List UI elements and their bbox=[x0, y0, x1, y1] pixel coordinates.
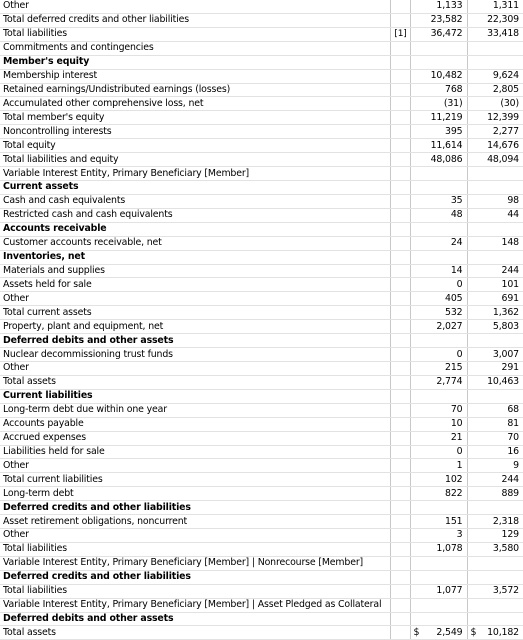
row-label: Total member's equity bbox=[0, 111, 390, 125]
footnote-ref bbox=[390, 180, 410, 194]
row-label: Liabilities held for sale bbox=[0, 445, 390, 459]
table-row bbox=[0, 278, 523, 292]
footnote-ref bbox=[390, 361, 410, 375]
cell-value: 395 bbox=[445, 125, 463, 137]
footnote-ref bbox=[390, 236, 410, 250]
row-label: Other bbox=[0, 459, 390, 473]
cell-value: 244 bbox=[501, 473, 519, 485]
value-period-1 bbox=[410, 487, 467, 501]
value-period-2 bbox=[467, 27, 523, 41]
table-row bbox=[0, 69, 523, 83]
table-row bbox=[0, 27, 523, 41]
value-period-2 bbox=[467, 208, 523, 222]
value-period-1 bbox=[410, 27, 467, 41]
value-period-1 bbox=[410, 598, 467, 612]
value-period-2 bbox=[467, 389, 523, 403]
row-label: Other bbox=[0, 529, 390, 543]
table-row bbox=[0, 529, 523, 543]
table-row bbox=[0, 375, 523, 389]
row-label: Total deferred credits and other liabilities bbox=[0, 13, 390, 27]
row-label: Cash and cash equivalents bbox=[0, 194, 390, 208]
footnote-ref bbox=[390, 306, 410, 320]
value-period-2 bbox=[467, 334, 523, 348]
value-period-2 bbox=[467, 431, 523, 445]
value-period-2 bbox=[467, 139, 523, 153]
footnote-ref bbox=[390, 626, 410, 640]
cell-value: 48,094 bbox=[487, 153, 519, 165]
section-header-row bbox=[0, 180, 523, 194]
cell-value: 70 bbox=[507, 432, 519, 444]
cell-value: 14 bbox=[450, 264, 463, 276]
cell-value: 2,549 bbox=[436, 626, 463, 638]
section-header-label: Deferred debits and other assets bbox=[0, 612, 390, 626]
table-row bbox=[0, 459, 523, 473]
table-row bbox=[0, 320, 523, 334]
value-period-2 bbox=[467, 222, 523, 236]
row-label: Total liabilities and equity bbox=[0, 153, 390, 167]
cell-value: 0 bbox=[456, 278, 463, 290]
value-period-2 bbox=[467, 375, 523, 389]
row-label: Variable Interest Entity, Primary Beneficiary [Member] bbox=[0, 167, 390, 181]
value-period-2 bbox=[467, 153, 523, 167]
row-label: Accounts payable bbox=[0, 417, 390, 431]
value-period-2 bbox=[467, 626, 523, 640]
cell-value: 23,582 bbox=[430, 14, 463, 26]
value-period-1 bbox=[410, 306, 467, 320]
cell-value: 1,362 bbox=[492, 306, 519, 318]
cell-value: 22,309 bbox=[487, 14, 519, 26]
footnote-ref bbox=[390, 208, 410, 222]
section-header-row bbox=[0, 334, 523, 348]
footnote-ref bbox=[390, 556, 410, 570]
value-period-2 bbox=[467, 529, 523, 543]
table-row bbox=[0, 292, 523, 306]
value-period-2 bbox=[467, 612, 523, 626]
value-period-2 bbox=[467, 445, 523, 459]
footnote-ref bbox=[390, 334, 410, 348]
section-header-label: Inventories, net bbox=[0, 250, 390, 264]
table-row bbox=[0, 431, 523, 445]
footnote-ref bbox=[390, 125, 410, 139]
currency-symbol: $ bbox=[470, 626, 477, 638]
row-label: Accrued expenses bbox=[0, 431, 390, 445]
footnote-ref bbox=[390, 598, 410, 612]
section-header-label: Member's equity bbox=[0, 55, 390, 69]
value-period-1 bbox=[410, 445, 467, 459]
cell-value: 70 bbox=[450, 404, 463, 416]
cell-value: 10 bbox=[450, 418, 463, 430]
value-period-2 bbox=[467, 13, 523, 27]
footnote-ref bbox=[390, 389, 410, 403]
value-period-1 bbox=[410, 626, 467, 640]
footnote-ref bbox=[390, 459, 410, 473]
value-period-1 bbox=[410, 97, 467, 111]
footnote-ref bbox=[390, 194, 410, 208]
value-period-2 bbox=[467, 320, 523, 334]
value-period-1 bbox=[410, 236, 467, 250]
value-period-2 bbox=[467, 97, 523, 111]
table-row bbox=[0, 542, 523, 556]
footnote-ref: [1] bbox=[390, 27, 410, 41]
section-header-label: Current liabilities bbox=[0, 389, 390, 403]
cell-value: 1,311 bbox=[492, 0, 519, 12]
table-row bbox=[0, 194, 523, 208]
footnote-ref bbox=[390, 153, 410, 167]
table-row bbox=[0, 556, 523, 570]
cell-value: 215 bbox=[445, 362, 463, 374]
value-period-1 bbox=[410, 125, 467, 139]
cell-value: (30) bbox=[500, 97, 519, 109]
footnote-ref bbox=[390, 584, 410, 598]
cell-value: 532 bbox=[445, 306, 463, 318]
table-row bbox=[0, 236, 523, 250]
cell-value: 9 bbox=[513, 459, 519, 471]
footnote-ref bbox=[390, 250, 410, 264]
row-label: Variable Interest Entity, Primary Beneficiary [Member] | Asset Pledged as Collateral bbox=[0, 598, 390, 612]
value-period-2 bbox=[467, 598, 523, 612]
value-period-1 bbox=[410, 459, 467, 473]
value-period-1 bbox=[410, 167, 467, 181]
value-period-1 bbox=[410, 55, 467, 69]
value-period-1 bbox=[410, 320, 467, 334]
table-row bbox=[0, 97, 523, 111]
cell-value: 291 bbox=[501, 362, 519, 374]
value-period-1 bbox=[410, 222, 467, 236]
row-label: Retained earnings/Undistributed earnings (losses) bbox=[0, 83, 390, 97]
value-period-1 bbox=[410, 375, 467, 389]
table-row bbox=[0, 348, 523, 362]
value-period-2 bbox=[467, 348, 523, 362]
section-header-label: Deferred debits and other assets bbox=[0, 334, 390, 348]
value-period-1 bbox=[410, 139, 467, 153]
section-header-label: Accounts receivable bbox=[0, 222, 390, 236]
cell-value: 36,472 bbox=[430, 28, 463, 40]
cell-value: 0 bbox=[456, 348, 463, 360]
cell-value: 2,774 bbox=[436, 376, 463, 388]
value-period-1 bbox=[410, 389, 467, 403]
cell-value: 21 bbox=[450, 432, 463, 444]
row-label: Long-term debt bbox=[0, 487, 390, 501]
row-label: Total liabilities bbox=[0, 27, 390, 41]
section-header-row bbox=[0, 55, 523, 69]
footnote-ref bbox=[390, 13, 410, 27]
table-row bbox=[0, 153, 523, 167]
value-period-1 bbox=[410, 515, 467, 529]
footnote-ref bbox=[390, 69, 410, 83]
value-period-2 bbox=[467, 459, 523, 473]
cell-value: 148 bbox=[501, 237, 519, 249]
cell-value: 3,572 bbox=[492, 585, 519, 597]
table-row bbox=[0, 515, 523, 529]
row-label: Membership interest bbox=[0, 69, 390, 83]
value-period-1 bbox=[410, 41, 467, 55]
table-row bbox=[0, 208, 523, 222]
value-period-2 bbox=[467, 41, 523, 55]
value-period-1 bbox=[410, 612, 467, 626]
cell-value: 9,624 bbox=[492, 70, 519, 82]
value-period-2 bbox=[467, 584, 523, 598]
value-period-2 bbox=[467, 403, 523, 417]
footnote-ref bbox=[390, 167, 410, 181]
row-label: Assets held for sale bbox=[0, 278, 390, 292]
section-header-row bbox=[0, 501, 523, 515]
cell-value: 0 bbox=[456, 445, 463, 457]
footnote-ref bbox=[390, 487, 410, 501]
cell-value: 2,027 bbox=[436, 320, 463, 332]
row-label: Other bbox=[0, 292, 390, 306]
row-label: Property, plant and equipment, net bbox=[0, 320, 390, 334]
footnote-ref bbox=[390, 0, 410, 13]
cell-value: 16 bbox=[507, 445, 519, 457]
cell-value: 3,580 bbox=[492, 543, 519, 555]
cell-value: 68 bbox=[507, 404, 519, 416]
footnote-ref bbox=[390, 83, 410, 97]
footnote-ref bbox=[390, 348, 410, 362]
value-period-1 bbox=[410, 501, 467, 515]
value-period-2 bbox=[467, 0, 523, 13]
section-header-row bbox=[0, 612, 523, 626]
value-period-1 bbox=[410, 264, 467, 278]
row-label: Noncontrolling interests bbox=[0, 125, 390, 139]
cell-value: 2,805 bbox=[492, 83, 519, 95]
cell-value: 2,277 bbox=[492, 125, 519, 137]
section-header-label: Current assets bbox=[0, 180, 390, 194]
value-period-2 bbox=[467, 83, 523, 97]
table-row bbox=[0, 487, 523, 501]
cell-value: 44 bbox=[507, 209, 519, 221]
row-label: Other bbox=[0, 0, 390, 13]
value-period-2 bbox=[467, 167, 523, 181]
section-header-row bbox=[0, 570, 523, 584]
value-period-1 bbox=[410, 334, 467, 348]
value-period-2 bbox=[467, 473, 523, 487]
footnote-ref bbox=[390, 529, 410, 543]
value-period-2 bbox=[467, 542, 523, 556]
cell-value: 33,418 bbox=[487, 28, 519, 40]
cell-value: 1,077 bbox=[436, 585, 463, 597]
value-period-1 bbox=[410, 153, 467, 167]
table-row bbox=[0, 598, 523, 612]
table-row bbox=[0, 125, 523, 139]
table-row bbox=[0, 139, 523, 153]
footnote-ref bbox=[390, 515, 410, 529]
table-row bbox=[0, 264, 523, 278]
cell-value: 151 bbox=[445, 515, 463, 527]
section-header-row bbox=[0, 222, 523, 236]
footnote-ref bbox=[390, 111, 410, 125]
cell-value: 889 bbox=[501, 487, 519, 499]
value-period-2 bbox=[467, 292, 523, 306]
footnote-ref bbox=[390, 55, 410, 69]
value-period-2 bbox=[467, 69, 523, 83]
footnote-ref bbox=[390, 97, 410, 111]
section-header-row bbox=[0, 250, 523, 264]
footnote-ref bbox=[390, 431, 410, 445]
table-row bbox=[0, 83, 523, 97]
value-period-2 bbox=[467, 361, 523, 375]
table-row bbox=[0, 626, 523, 640]
value-period-2 bbox=[467, 556, 523, 570]
row-label: Customer accounts receivable, net bbox=[0, 236, 390, 250]
cell-value: (31) bbox=[443, 97, 463, 109]
footnote-ref bbox=[390, 501, 410, 515]
cell-value: 768 bbox=[445, 83, 463, 95]
cell-value: 822 bbox=[445, 487, 463, 499]
cell-value: 10,463 bbox=[487, 376, 519, 388]
cell-value: 244 bbox=[501, 264, 519, 276]
cell-value: 1,078 bbox=[436, 543, 463, 555]
footnote-ref bbox=[390, 473, 410, 487]
table-row bbox=[0, 403, 523, 417]
table-row bbox=[0, 0, 523, 13]
row-label: Commitments and contingencies bbox=[0, 41, 390, 55]
value-period-1 bbox=[410, 180, 467, 194]
footnote-ref bbox=[390, 292, 410, 306]
table-row bbox=[0, 445, 523, 459]
cell-value: 14,676 bbox=[487, 139, 519, 151]
value-period-1 bbox=[410, 111, 467, 125]
cell-value: 102 bbox=[445, 473, 463, 485]
cell-value: 101 bbox=[501, 278, 519, 290]
value-period-1 bbox=[410, 529, 467, 543]
footnote-ref bbox=[390, 542, 410, 556]
table-row bbox=[0, 473, 523, 487]
cell-value: 10,182 bbox=[487, 626, 519, 638]
cell-value: 405 bbox=[445, 292, 463, 304]
value-period-1 bbox=[410, 194, 467, 208]
table-row bbox=[0, 306, 523, 320]
footnote-ref bbox=[390, 612, 410, 626]
cell-value: 2,318 bbox=[492, 515, 519, 527]
row-label: Restricted cash and cash equivalents bbox=[0, 208, 390, 222]
table-row bbox=[0, 111, 523, 125]
value-period-1 bbox=[410, 542, 467, 556]
value-period-1 bbox=[410, 69, 467, 83]
row-label: Total assets bbox=[0, 375, 390, 389]
row-label: Total liabilities bbox=[0, 542, 390, 556]
section-header-row bbox=[0, 389, 523, 403]
cell-value: 691 bbox=[501, 292, 519, 304]
value-period-2 bbox=[467, 111, 523, 125]
cell-value: 11,614 bbox=[430, 139, 463, 151]
cell-value: 24 bbox=[450, 237, 463, 249]
table-row bbox=[0, 584, 523, 598]
value-period-2 bbox=[467, 264, 523, 278]
footnote-ref bbox=[390, 264, 410, 278]
row-label: Long-term debt due within one year bbox=[0, 403, 390, 417]
value-period-2 bbox=[467, 55, 523, 69]
cell-value: 98 bbox=[507, 195, 519, 207]
value-period-1 bbox=[410, 403, 467, 417]
footnote-ref bbox=[390, 278, 410, 292]
value-period-1 bbox=[410, 584, 467, 598]
cell-value: 81 bbox=[507, 418, 519, 430]
section-header-label: Deferred credits and other liabilities bbox=[0, 501, 390, 515]
cell-value: 35 bbox=[450, 195, 463, 207]
value-period-2 bbox=[467, 417, 523, 431]
cell-value: 3 bbox=[456, 529, 463, 541]
footnote-ref bbox=[390, 41, 410, 55]
value-period-2 bbox=[467, 125, 523, 139]
value-period-1 bbox=[410, 431, 467, 445]
value-period-2 bbox=[467, 501, 523, 515]
row-label: Accumulated other comprehensive loss, net bbox=[0, 97, 390, 111]
cell-value: 1,133 bbox=[436, 0, 463, 12]
value-period-1 bbox=[410, 250, 467, 264]
value-period-1 bbox=[410, 348, 467, 362]
value-period-2 bbox=[467, 306, 523, 320]
value-period-1 bbox=[410, 473, 467, 487]
footnote-ref bbox=[390, 320, 410, 334]
row-label: Variable Interest Entity, Primary Beneficiary [Member] | Nonrecourse [Member] bbox=[0, 556, 390, 570]
value-period-1 bbox=[410, 556, 467, 570]
row-label: Nuclear decommissioning trust funds bbox=[0, 348, 390, 362]
cell-value: 48,086 bbox=[430, 153, 463, 165]
section-header-label: Deferred credits and other liabilities bbox=[0, 570, 390, 584]
row-label: Other bbox=[0, 361, 390, 375]
footnote-ref bbox=[390, 139, 410, 153]
cell-value: 48 bbox=[450, 209, 463, 221]
value-period-2 bbox=[467, 487, 523, 501]
footnote-ref bbox=[390, 570, 410, 584]
value-period-1 bbox=[410, 361, 467, 375]
currency-symbol: $ bbox=[413, 626, 420, 638]
cell-value: 3,007 bbox=[492, 348, 519, 360]
value-period-2 bbox=[467, 570, 523, 584]
cell-value: 1 bbox=[456, 459, 463, 471]
footnote-ref bbox=[390, 222, 410, 236]
footnote-ref bbox=[390, 417, 410, 431]
row-label: Asset retirement obligations, noncurrent bbox=[0, 515, 390, 529]
row-label: Total liabilities bbox=[0, 584, 390, 598]
table-row bbox=[0, 13, 523, 27]
table-row bbox=[0, 361, 523, 375]
table-row bbox=[0, 417, 523, 431]
value-period-2 bbox=[467, 278, 523, 292]
footnote-ref bbox=[390, 403, 410, 417]
value-period-2 bbox=[467, 515, 523, 529]
value-period-2 bbox=[467, 180, 523, 194]
cell-value: 129 bbox=[501, 529, 519, 541]
cell-value: 11,219 bbox=[430, 111, 463, 123]
cell-value: 5,803 bbox=[492, 320, 519, 332]
value-period-1 bbox=[410, 570, 467, 584]
value-period-1 bbox=[410, 278, 467, 292]
row-label: Total equity bbox=[0, 139, 390, 153]
row-label: Total assets bbox=[0, 626, 390, 640]
footnote-ref bbox=[390, 375, 410, 389]
row-label: Total current assets bbox=[0, 306, 390, 320]
value-period-1 bbox=[410, 0, 467, 13]
value-period-1 bbox=[410, 208, 467, 222]
value-period-1 bbox=[410, 83, 467, 97]
value-period-2 bbox=[467, 194, 523, 208]
value-period-1 bbox=[410, 417, 467, 431]
cell-value: 10,482 bbox=[430, 70, 463, 82]
value-period-1 bbox=[410, 292, 467, 306]
row-label: Materials and supplies bbox=[0, 264, 390, 278]
cell-value: 12,399 bbox=[487, 111, 519, 123]
value-period-2 bbox=[467, 236, 523, 250]
table-row bbox=[0, 41, 523, 55]
value-period-2 bbox=[467, 250, 523, 264]
table-row bbox=[0, 167, 523, 181]
row-label: Total current liabilities bbox=[0, 473, 390, 487]
value-period-1 bbox=[410, 13, 467, 27]
footnote-ref bbox=[390, 445, 410, 459]
